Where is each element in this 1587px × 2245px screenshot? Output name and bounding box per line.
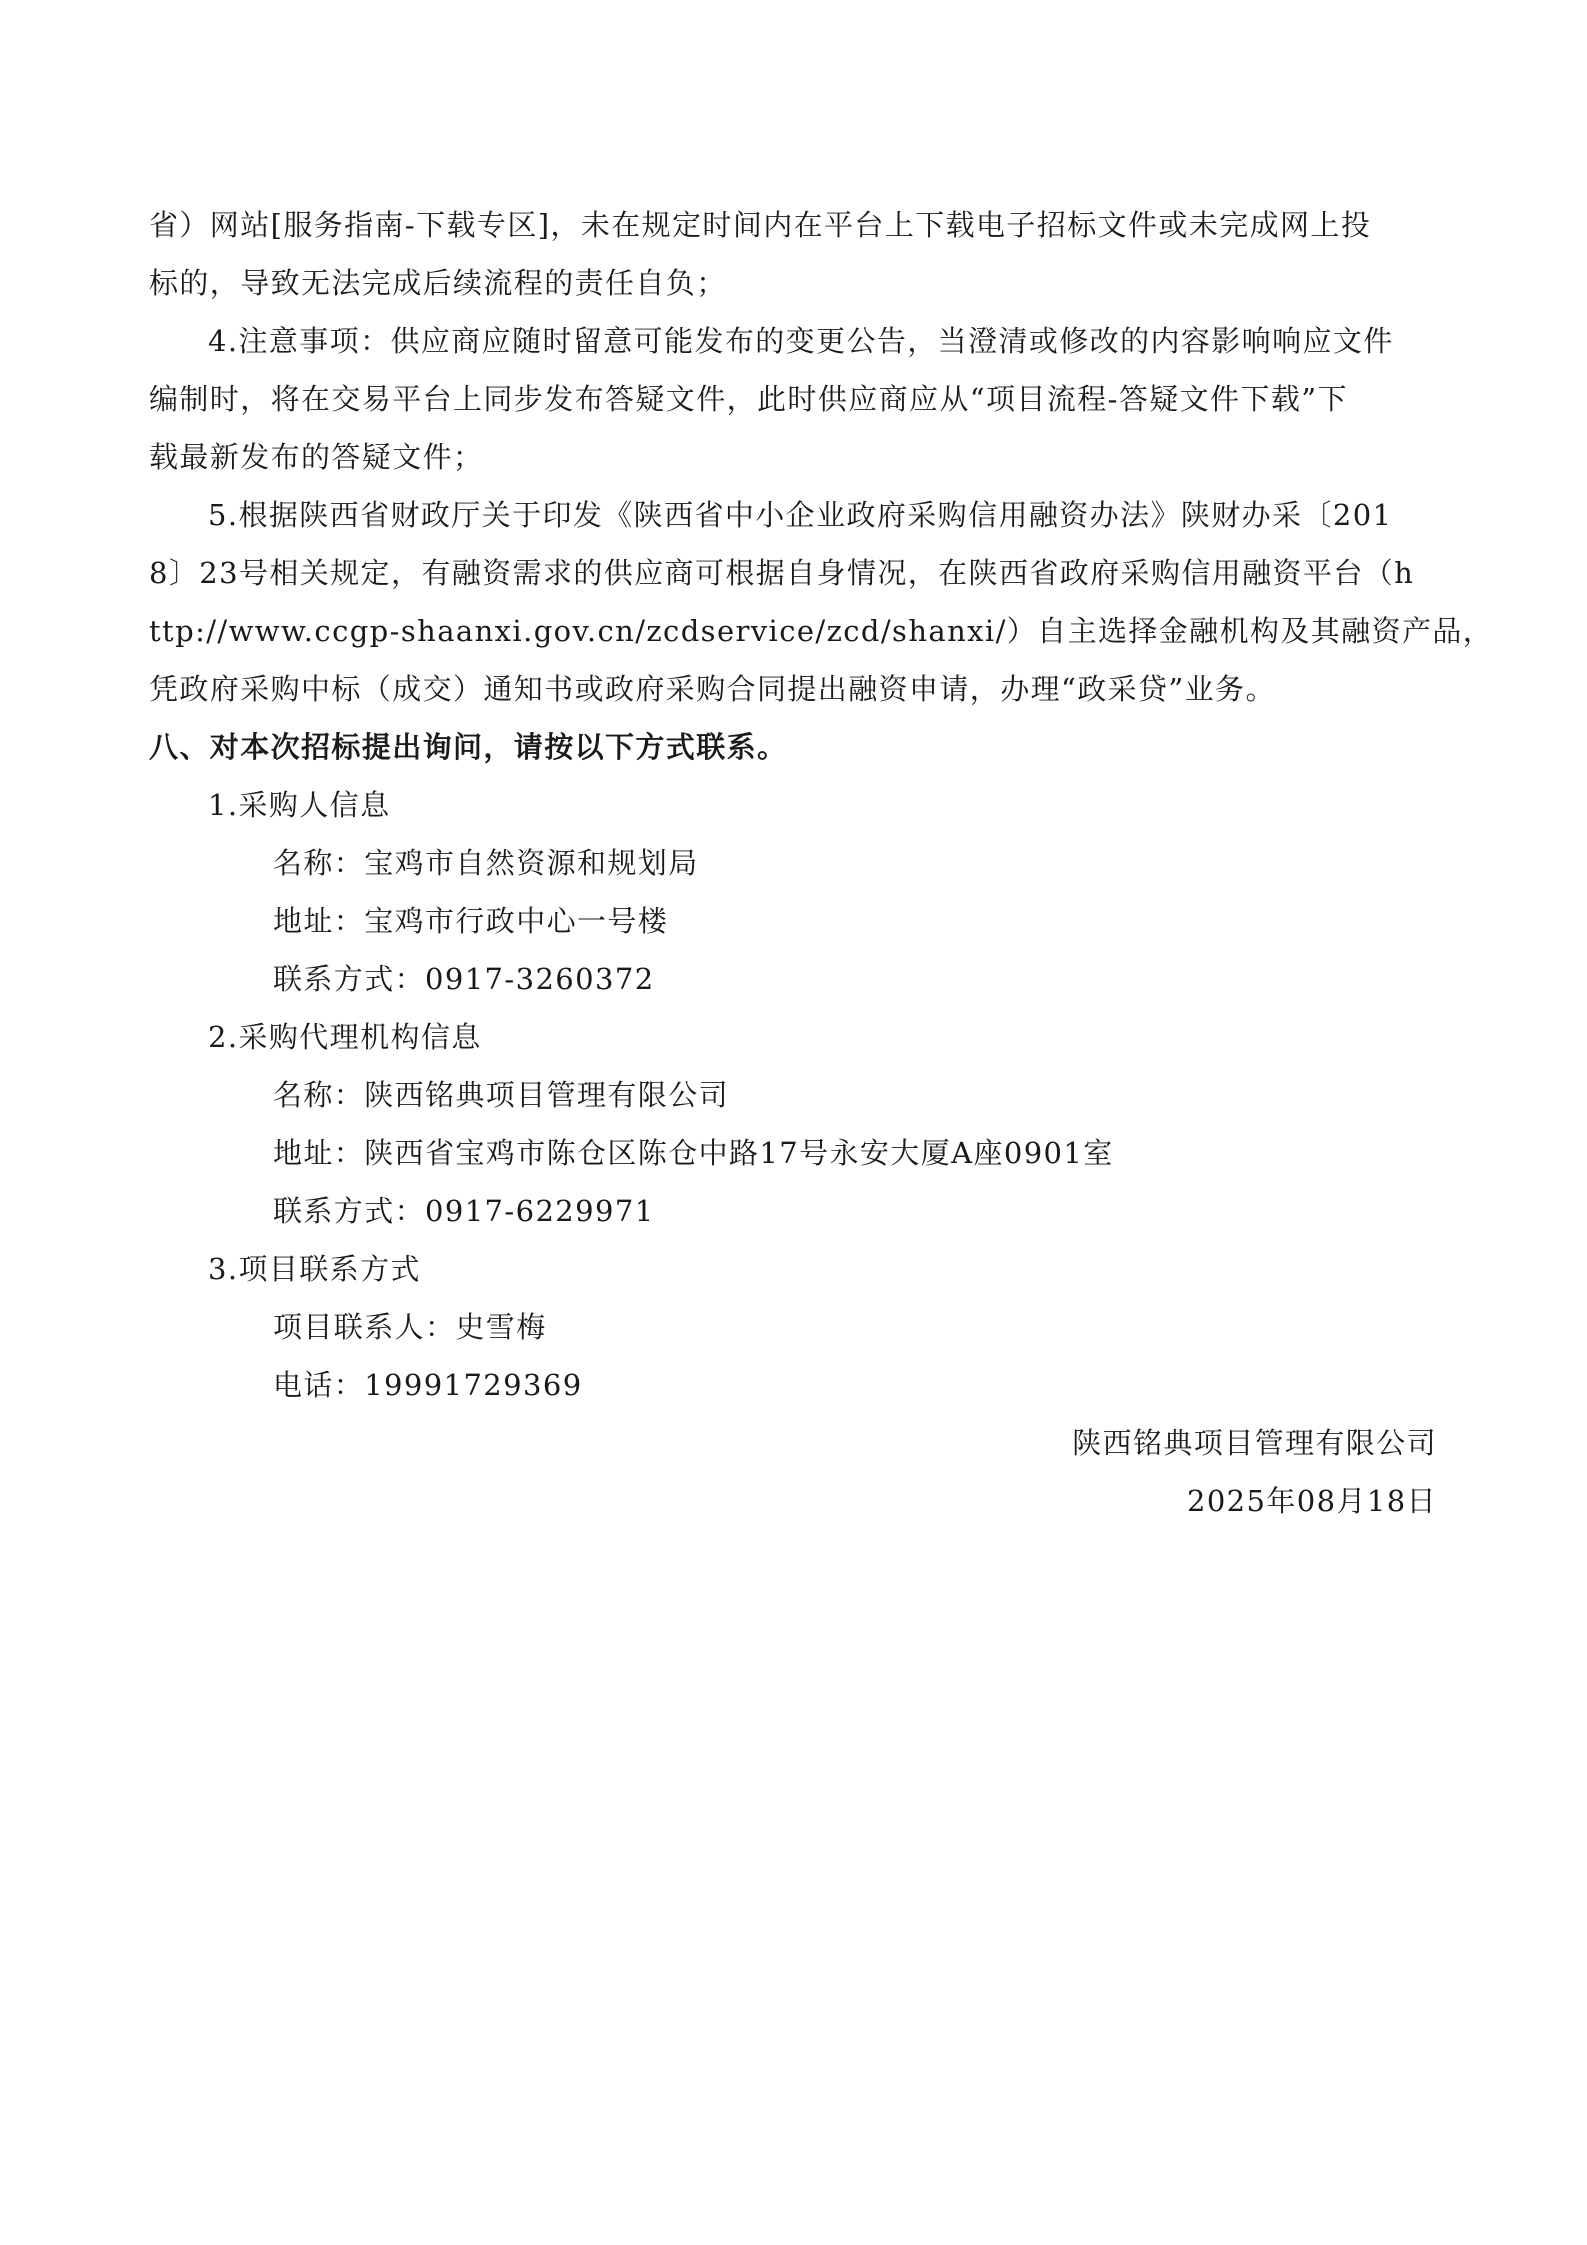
notice-item-5-line-2: 8〕23号相关规定，有融资需求的供应商可根据自身情况，在陕西省政府采购信用融资平台（h [149, 556, 1415, 590]
agency-title: 2.采购代理机构信息 [208, 1020, 482, 1054]
signature-date: 2025年08月18日 [1186, 1484, 1437, 1518]
body-line-2: 标的，导致无法完成后续流程的责任自负； [149, 266, 727, 300]
project-contact-title: 3.项目联系方式 [208, 1252, 421, 1286]
signature-company: 陕西铭典项目管理有限公司 [1072, 1426, 1437, 1460]
notice-item-4-line-2: 编制时，将在交易平台上同步发布答疑文件，此时供应商应从“项目流程-答疑文件下载”下 [149, 382, 1348, 416]
agency-name: 名称：陕西铭典项目管理有限公司 [273, 1078, 730, 1112]
section-heading: 八、对本次招标提出询问，请按以下方式联系。 [149, 730, 788, 764]
notice-item-5-line-1: 5.根据陕西省财政厅关于印发《陕西省中小企业政府采购信用融资办法》陕财办采〔201 [208, 498, 1393, 532]
agency-address: 地址：陕西省宝鸡市陈仓区陈仓中路17号永安大厦A座0901室 [273, 1136, 1114, 1170]
purchaser-name: 名称：宝鸡市自然资源和规划局 [273, 846, 699, 880]
purchaser-address: 地址：宝鸡市行政中心一号楼 [273, 904, 669, 938]
project-contact-phone: 电话：19991729369 [273, 1368, 583, 1402]
notice-item-4-line-1: 4.注意事项：供应商应随时留意可能发布的变更公告，当澄清或修改的内容影响响应文件 [208, 324, 1394, 358]
body-line-1: 省）网站[服务指南-下载专区]，未在规定时间内在平台上下载电子招标文件或未完成网上投 [149, 208, 1372, 242]
notice-item-5-line-4: 凭政府采购中标（成交）通知书或政府采购合同提出融资申请，办理“政采贷”业务。 [149, 672, 1276, 706]
purchaser-contact: 联系方式：0917-3260372 [273, 962, 655, 996]
notice-item-5-line-3: ttp://www.ccgp-shaanxi.gov.cn/zcdservice/zcd/shanxi/）自主选择金融机构及其融资产品， [149, 614, 1494, 648]
notice-item-4-line-3: 载最新发布的答疑文件； [149, 440, 484, 474]
agency-contact: 联系方式：0917-6229971 [273, 1194, 655, 1228]
purchaser-title: 1.采购人信息 [208, 788, 391, 822]
project-contact-person: 项目联系人：史雪梅 [273, 1310, 547, 1344]
